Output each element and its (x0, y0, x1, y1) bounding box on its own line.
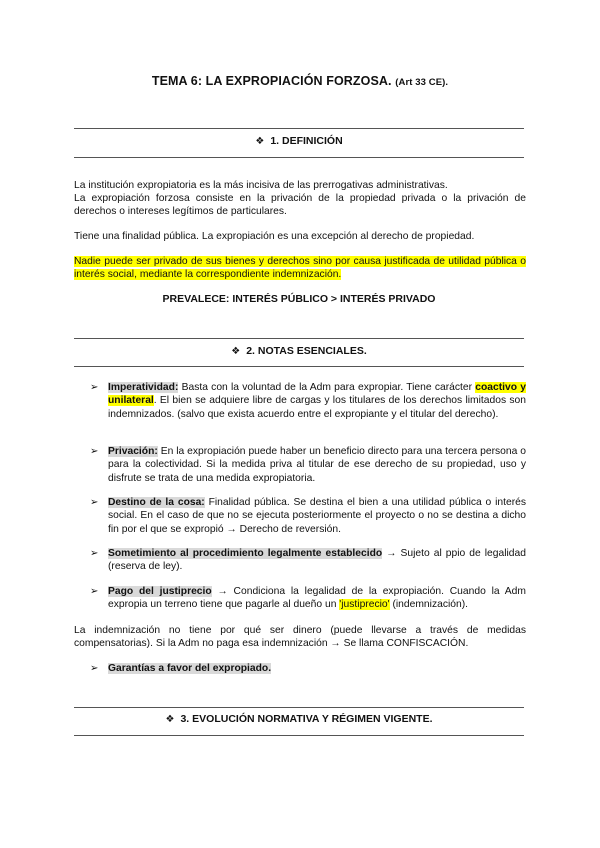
section-2-bottom-rule (74, 366, 524, 367)
arrow-bullet-icon: ➢ (90, 446, 99, 457)
arrow-bullet-icon: ➢ (90, 586, 99, 597)
list-item-sometimiento: ➢ Sometimiento al procedimiento legalmente establecido → Sujeto al ppio de legalidad (reserva de ley). (90, 548, 526, 573)
arrow-bullet-icon: ➢ (90, 663, 99, 674)
diamond-bullet-icon: ❖ (231, 346, 241, 357)
diamond-bullet-icon: ❖ (165, 714, 175, 725)
section-2-heading-text: 2. NOTAS ESENCIALES. (246, 345, 367, 357)
section-1-top-rule (74, 128, 524, 129)
title-main: TEMA 6: LA EXPROPIACIÓN FORZOSA. (151, 74, 392, 88)
list-item-privacion: ➢ Privación: En la expropiación puede haber un beneficio directo para una tercera persona o para la colectividad. Si la medida priva al titular de ese derecho de su propiedad, uso y disfrute se trata de una medida expropiatoria. (90, 446, 526, 484)
prevalece-statement: PREVALECE: INTERÉS PÚBLICO > INTERÉS PRIVADO (162, 293, 436, 305)
page-title (0, 74, 600, 88)
item-term: Garantías a favor del expropiado. (108, 663, 272, 674)
list-item-justiprecio: ➢ Pago del justiprecio → Condiciona la legalidad de la expropiación. Cuando la Adm expropia un terreno tiene que pagarle al dueño un 'justiprecio' (indemnización). (90, 586, 526, 611)
title-reference: (Art 33 CE). (395, 77, 449, 88)
list-item-imperatividad: ➢ Imperatividad: Basta con la voluntad de la Adm para expropiar. Tiene carácter coactivo y unilateral. El bien se adquiere libre de cargas y los titulares de los derechos limitados son indemnizados. (salvo que exista acuerdo entre el expropiante y el titular del derecho). (90, 382, 526, 420)
section-1-heading-text: 1. DEFINICIÓN (270, 135, 343, 147)
item-term: Privación: (108, 446, 158, 457)
item-term: Pago del justiprecio (108, 586, 212, 597)
section-3-top-rule (74, 707, 524, 708)
item-term: Imperatividad: (108, 382, 179, 393)
highlighted-principle: Nadie puede ser privado de sus bienes y derechos sino por causa justificada de utilidad pública o interés social, mediante la correspondiente indemnización. (74, 256, 526, 280)
diamond-bullet-icon: ❖ (255, 136, 265, 147)
section-3-bottom-rule (74, 735, 524, 736)
definition-line-1: La institución expropiatoria es la más incisiva de las prerrogativas administrativas. (74, 180, 448, 191)
section-2-top-rule (74, 338, 524, 339)
item-term: Destino de la cosa: (108, 497, 205, 508)
item-highlight: coactivo y unilateral (108, 382, 526, 407)
definition-paragraph-3 (74, 255, 526, 281)
section-3-heading-text: 3. EVOLUCIÓN NORMATIVA Y RÉGIMEN VIGENTE. (180, 713, 433, 725)
section-1-bottom-rule (74, 157, 524, 158)
item-highlight: 'justiprecio' (339, 599, 390, 611)
arrow-bullet-icon: ➢ (90, 382, 99, 393)
section-3-heading (74, 713, 524, 725)
definition-line-2: La expropiación forzosa consiste en la privación de la propiedad privada o la privación de derechos o intereses legítimos de particulares. (74, 193, 526, 217)
arrow-bullet-icon: ➢ (90, 548, 99, 559)
list-item-destino: ➢ Destino de la cosa: Finalidad pública. Se destina el bien a una utilidad pública o interés social. En el caso de que no se ejecuta posteriormente el proyecto o no se destina a dicho fin por el que se expropió → Derecho de reversión. (90, 497, 527, 535)
indemnizacion-note: La indemnización no tiene por qué ser dinero (puede llevarse a través de medidas compensatorias). Si la Adm no paga esa indemnización → Se llama CONFISCACIÓN. (74, 625, 526, 649)
definition-paragraph-2: Tiene una finalidad pública. La expropiación es una excepción al derecho de propiedad. (74, 231, 475, 242)
arrow-bullet-icon: ➢ (90, 497, 99, 508)
list-item-garantias (90, 662, 526, 675)
section-2-heading (74, 345, 524, 357)
section-1-heading (74, 135, 524, 147)
definition-paragraph-1 (74, 179, 526, 218)
item-term: Sometimiento al procedimiento legalmente establecido (108, 548, 383, 559)
